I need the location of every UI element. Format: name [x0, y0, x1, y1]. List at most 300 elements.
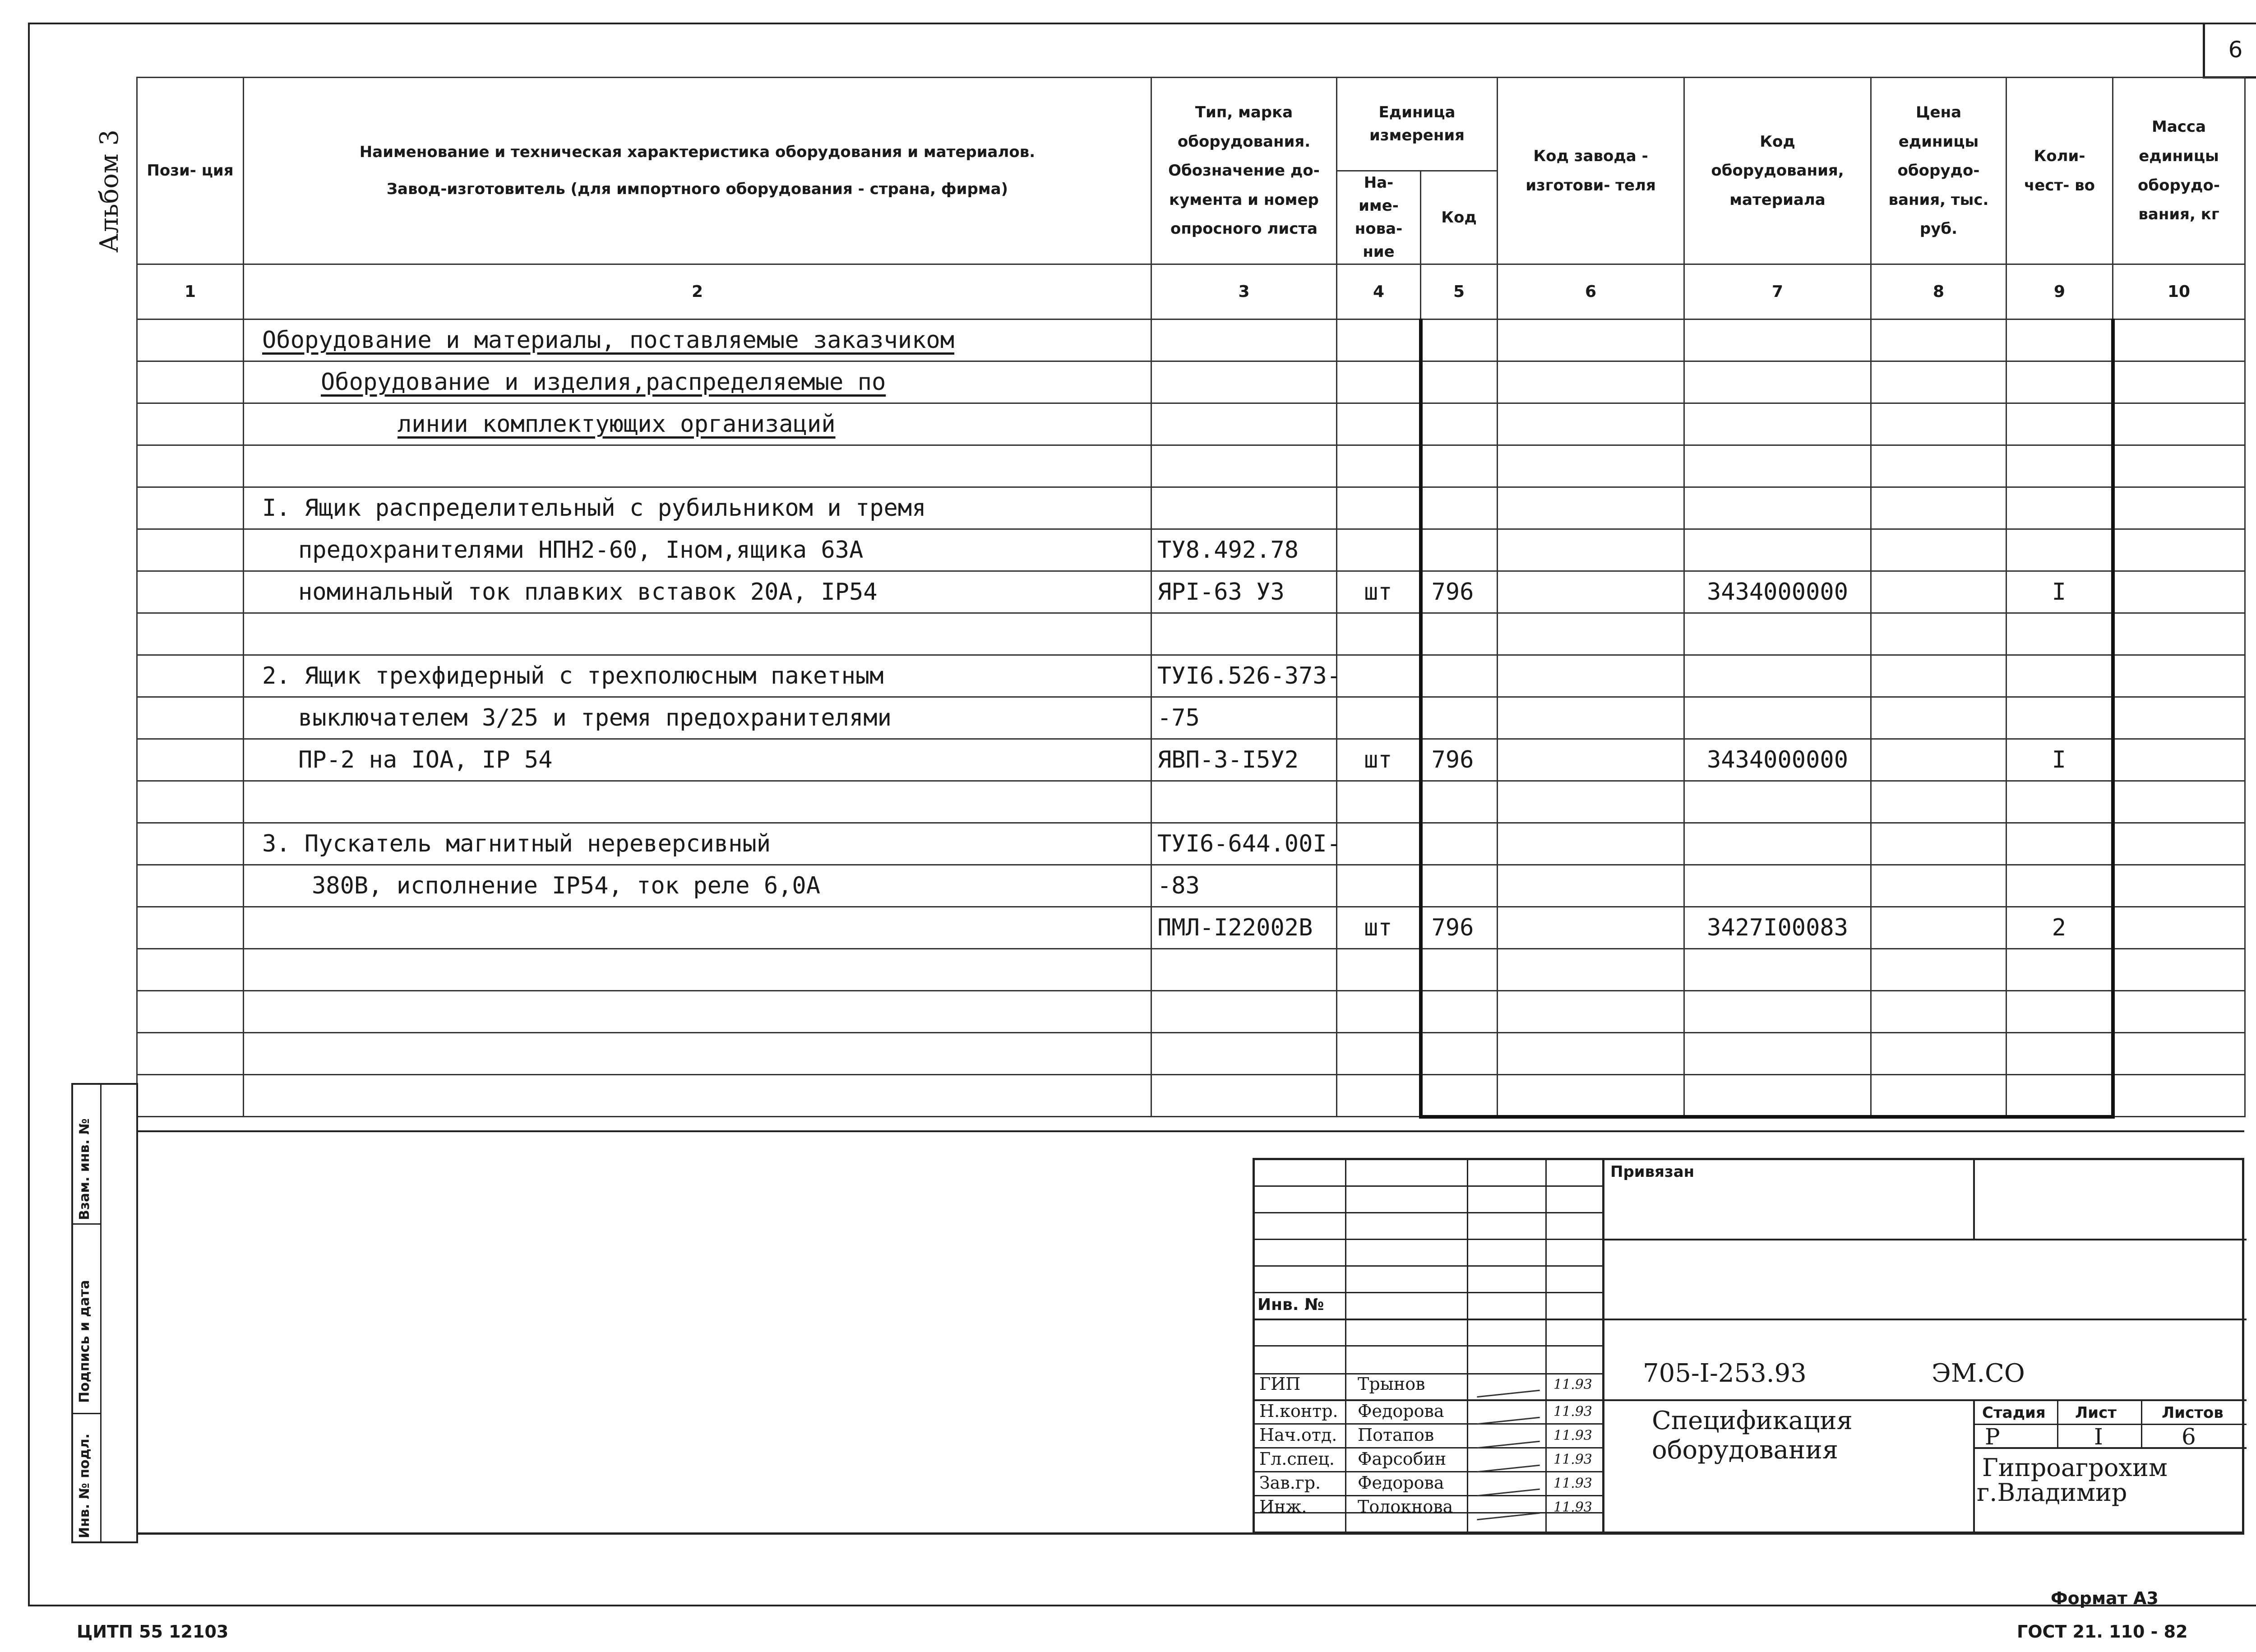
column-number: 3: [1151, 264, 1337, 319]
cell-name: [244, 445, 1151, 487]
cell-type: ЯРI-63 У3: [1151, 571, 1337, 613]
cell-qty: [2006, 1075, 2113, 1117]
cell-mass: [2113, 487, 2245, 529]
cell-mass: [2113, 529, 2245, 571]
cell-position: [137, 739, 244, 781]
staff-name: Трынов: [1358, 1374, 1425, 1394]
staff-role: Нач.отд.: [1259, 1425, 1337, 1445]
cell-plant: [1498, 403, 1684, 445]
column-number: 5: [1421, 264, 1498, 319]
cell-unit: шт: [1337, 907, 1421, 949]
organization-city: г.Владимир: [1977, 1478, 2127, 1507]
specification-table: [136, 77, 2246, 1119]
cell-mass: [2113, 1033, 2245, 1075]
column-number: 8: [1871, 264, 2006, 319]
tb-rule: [1255, 1471, 1602, 1472]
header-price: Цена единицы оборудо- вания, тыс. руб.: [1871, 78, 2006, 264]
table-row: [137, 991, 2245, 1033]
staff-name: Федорова: [1358, 1401, 1444, 1421]
cell-code: [1421, 487, 1498, 529]
cell-position: [137, 907, 244, 949]
cell-price: [1871, 739, 2006, 781]
sheet-value: I: [2094, 1424, 2103, 1450]
cell-mass: [2113, 361, 2245, 403]
cell-plant: [1498, 487, 1684, 529]
staff-date: 11.93: [1553, 1377, 1592, 1393]
section-heading: Оборудование и материалы, поставляемые заказчиком: [262, 327, 955, 354]
cell-qty: [2006, 823, 2113, 865]
cell-name: предохранителями НПН2-60, Iном,ящика 63А: [244, 529, 1151, 571]
cell-name: ПР-2 на IOA, IP 54: [244, 739, 1151, 781]
cell-unit: [1337, 445, 1421, 487]
cell-mat-code: [1684, 319, 1871, 361]
cell-plant: [1498, 361, 1684, 403]
specification-body: [137, 319, 2245, 1117]
cell-qty: I: [2006, 571, 2113, 613]
cell-position: [137, 613, 244, 655]
section-heading: линии комплектующих организаций: [398, 411, 836, 438]
column-number-row: [137, 264, 2245, 319]
cell-mat-code: [1684, 529, 1871, 571]
cell-plant: [1498, 445, 1684, 487]
cell-position: [137, 655, 244, 697]
staff-name: Фарсобин: [1358, 1449, 1447, 1469]
cell-unit: [1337, 529, 1421, 571]
cell-qty: [2006, 403, 2113, 445]
cell-type: [1151, 445, 1337, 487]
cell-mass: [2113, 613, 2245, 655]
cell-unit: шт: [1337, 739, 1421, 781]
tb-rule: [1255, 1265, 1602, 1267]
cell-name: [244, 991, 1151, 1033]
tb-rule: [2141, 1399, 2142, 1447]
staff-name: Толокнова: [1358, 1497, 1453, 1517]
signature-mark: [1475, 1423, 1540, 1448]
table-row: [137, 865, 2245, 907]
cell-position: [137, 571, 244, 613]
cell-type: -75: [1151, 697, 1337, 739]
cell-plant: [1498, 697, 1684, 739]
inv-no-label: Инв. № подл.: [77, 1433, 92, 1538]
cell-price: [1871, 907, 2006, 949]
cell-mat-code: [1684, 487, 1871, 529]
cell-position: [137, 865, 244, 907]
header-unit-group: Единица измерения: [1337, 78, 1498, 171]
table-row: [137, 907, 2245, 949]
signature-mark: [1475, 1447, 1540, 1472]
cell-price: [1871, 613, 2006, 655]
staff-role: Инж.: [1259, 1497, 1307, 1517]
cell-type: [1151, 487, 1337, 529]
privyazan-label: Привязан: [1610, 1163, 1695, 1181]
cell-code: [1421, 865, 1498, 907]
cell-price: [1871, 697, 2006, 739]
cell-type: [1151, 361, 1337, 403]
cell-code: [1421, 445, 1498, 487]
cell-plant: [1498, 823, 1684, 865]
table-bottom-rule: [136, 1130, 2244, 1132]
cell-mass: [2113, 319, 2245, 361]
table-row: [137, 949, 2245, 991]
column-number: 10: [2113, 264, 2245, 319]
cell-name: 2. Ящик трехфидерный с трехполюсным пакетным: [244, 655, 1151, 697]
cell-type: [1151, 781, 1337, 823]
cell-unit: [1337, 1033, 1421, 1075]
cell-type: ЯВП-3-I5У2: [1151, 739, 1337, 781]
cell-qty: 2: [2006, 907, 2113, 949]
cell-mat-code: [1684, 865, 1871, 907]
cell-code: [1421, 361, 1498, 403]
gost-standard: ГОСТ 21. 110 - 82: [2017, 1622, 2188, 1642]
cell-position: [137, 823, 244, 865]
cell-mat-code: [1684, 403, 1871, 445]
cell-position: [137, 529, 244, 571]
table-row: [137, 361, 2245, 403]
cell-mat-code: [1684, 613, 1871, 655]
tb-rule: [1602, 1160, 1604, 1532]
cell-mass: [2113, 571, 2245, 613]
cell-price: [1871, 571, 2006, 613]
side-stamp: [71, 1083, 138, 1543]
table-row: [137, 739, 2245, 781]
header-position: Пози- ция: [137, 78, 244, 264]
cell-name: [244, 1075, 1151, 1117]
cell-position: [137, 1075, 244, 1117]
cell-position: [137, 361, 244, 403]
cell-code: [1421, 781, 1498, 823]
cell-name: [244, 949, 1151, 991]
tb-rule: [1973, 1447, 2247, 1449]
tb-rule: [1973, 1160, 1975, 1239]
cell-plant: [1498, 991, 1684, 1033]
tb-rule: [1255, 1495, 1602, 1496]
cell-mass: [2113, 697, 2245, 739]
cell-unit: [1337, 991, 1421, 1033]
table-row: [137, 613, 2245, 655]
tb-rule: [1255, 1423, 1602, 1425]
cell-mat-code: [1684, 697, 1871, 739]
cell-price: [1871, 781, 2006, 823]
cell-code: [1421, 823, 1498, 865]
cell-price: [1871, 949, 2006, 991]
staff-date: 11.93: [1553, 1452, 1592, 1467]
cell-qty: [2006, 1033, 2113, 1075]
cell-position: [137, 403, 244, 445]
table-row: [137, 697, 2245, 739]
section-heading: Оборудование и изделия,распределяемые по: [321, 369, 886, 396]
cell-mass: [2113, 1075, 2245, 1117]
cell-price: [1871, 865, 2006, 907]
cell-code: 796: [1421, 739, 1498, 781]
tb-rule: [1973, 1424, 2247, 1425]
cell-type: ТУI6-644.00I-: [1151, 823, 1337, 865]
cell-name: [244, 907, 1151, 949]
cell-mat-code: [1684, 361, 1871, 403]
header-quantity: Коли- чест- во: [2006, 78, 2113, 264]
header-plant-code: Код завода - изготови- теля: [1498, 78, 1684, 264]
table-row: [137, 487, 2245, 529]
header-name: [244, 78, 1151, 264]
signature-mark: [1475, 1471, 1540, 1496]
sign-date-label: Подпись и дата: [77, 1280, 92, 1403]
cell-qty: [2006, 613, 2113, 655]
cell-mat-code: [1684, 1033, 1871, 1075]
cell-name: номинальный ток плавких вставок 20А, IP54: [244, 571, 1151, 613]
column-number: 7: [1684, 264, 1871, 319]
cell-code: 796: [1421, 907, 1498, 949]
cell-name: 380В, исполнение IP54, ток реле 6,0А: [244, 865, 1151, 907]
cell-code: [1421, 949, 1498, 991]
table-row: [137, 403, 2245, 445]
staff-name: Потапов: [1358, 1425, 1434, 1445]
cell-code: [1421, 529, 1498, 571]
cell-unit: [1337, 361, 1421, 403]
cell-mat-code: [1684, 949, 1871, 991]
table-row: [137, 571, 2245, 613]
cell-qty: [2006, 697, 2113, 739]
column-number: 1: [137, 264, 244, 319]
cell-name: I. Ящик распределительный с рубильником и тремя: [244, 487, 1151, 529]
tb-rule: [1255, 1185, 1602, 1187]
cell-mass: [2113, 739, 2245, 781]
cell-plant: [1498, 1033, 1684, 1075]
organization-name: Гипроагрохим: [1982, 1453, 2168, 1482]
tb-rule: [1602, 1239, 2247, 1240]
cell-mat-code: [1684, 655, 1871, 697]
cell-qty: I: [2006, 739, 2113, 781]
column-number: 4: [1337, 264, 1421, 319]
cell-qty: [2006, 319, 2113, 361]
staff-date: 11.93: [1553, 1476, 1592, 1491]
tb-rule: [1255, 1447, 1602, 1448]
catalog-code: ЦИТП 55 12103: [77, 1622, 229, 1642]
document-title-line2: оборудования: [1652, 1435, 1839, 1465]
cell-mass: [2113, 907, 2245, 949]
cell-name: [244, 1033, 1151, 1075]
cell-type: ПМЛ-I22002В: [1151, 907, 1337, 949]
cell-name: [244, 361, 1151, 403]
sheets-value: 6: [2182, 1424, 2196, 1450]
cell-unit: [1337, 781, 1421, 823]
cell-qty: [2006, 361, 2113, 403]
column-number: 2: [244, 264, 1151, 319]
cell-position: [137, 487, 244, 529]
cell-mat-code: [1684, 445, 1871, 487]
cell-code: [1421, 319, 1498, 361]
cell-position: [137, 697, 244, 739]
cell-plant: [1498, 907, 1684, 949]
cell-name: [244, 613, 1151, 655]
staff-date: 11.93: [1553, 1428, 1592, 1444]
cell-plant: [1498, 865, 1684, 907]
cell-type: -83: [1151, 865, 1337, 907]
cell-mass: [2113, 781, 2245, 823]
cell-type: [1151, 613, 1337, 655]
tb-rule: [1255, 1292, 1602, 1293]
cell-unit: [1337, 319, 1421, 361]
header-mass: Масса единицы оборудо- вания, кг: [2113, 78, 2245, 264]
cell-position: [137, 445, 244, 487]
cell-unit: шт: [1337, 571, 1421, 613]
cell-name: 3. Пускатель магнитный нереверсивный: [244, 823, 1151, 865]
header-unit-name: На- име- нова- ние: [1337, 171, 1421, 264]
cell-unit: [1337, 655, 1421, 697]
signature-mark: [1475, 1399, 1540, 1425]
cell-price: [1871, 445, 2006, 487]
cell-code: [1421, 655, 1498, 697]
cell-plant: [1498, 781, 1684, 823]
tb-rule: [1973, 1399, 1975, 1534]
cell-mat-code: 3427I00083: [1684, 907, 1871, 949]
vzam-inv-label: Взам. инв. №: [77, 1118, 92, 1220]
tb-rule: [1255, 1345, 1602, 1347]
cell-unit: [1337, 697, 1421, 739]
sheet-number: 6: [2203, 23, 2256, 79]
cell-type: [1151, 949, 1337, 991]
document-suffix: ЭМ.СО: [1932, 1359, 2025, 1388]
cell-price: [1871, 361, 2006, 403]
cell-plant: [1498, 319, 1684, 361]
table-row: [137, 1075, 2245, 1117]
cell-unit: [1337, 1075, 1421, 1117]
staff-role: Зав.гр.: [1259, 1473, 1321, 1493]
column-number: 9: [2006, 264, 2113, 319]
cell-mat-code: [1684, 991, 1871, 1033]
staff-date: 11.93: [1553, 1404, 1592, 1420]
cell-plant: [1498, 739, 1684, 781]
side-stamp-cell: [73, 1225, 100, 1414]
cell-mass: [2113, 991, 2245, 1033]
cell-type: [1151, 1033, 1337, 1075]
cell-code: [1421, 613, 1498, 655]
header-name-line1: Наименование и техническая характеристика оборудования и материалов.: [359, 143, 1036, 161]
table-row: [137, 781, 2245, 823]
cell-position: [137, 319, 244, 361]
cell-qty: [2006, 865, 2113, 907]
cell-name: выключателем 3/25 и тремя предохранителями: [244, 697, 1151, 739]
table-row: [137, 529, 2245, 571]
side-stamp-cell: [73, 1085, 100, 1225]
cell-mat-code: [1684, 781, 1871, 823]
format-label: Формат А3: [2051, 1588, 2159, 1608]
cell-qty: [2006, 445, 2113, 487]
cell-unit: [1337, 487, 1421, 529]
cell-code: [1421, 403, 1498, 445]
cell-type: [1151, 1075, 1337, 1117]
album-label: Альбом 3: [95, 130, 124, 253]
cell-type: ТУI6.526-373-: [1151, 655, 1337, 697]
cell-price: [1871, 487, 2006, 529]
cell-unit: [1337, 865, 1421, 907]
cell-qty: [2006, 991, 2113, 1033]
tb-rule: [1255, 1212, 1602, 1213]
cell-name: [244, 781, 1151, 823]
cell-qty: [2006, 487, 2113, 529]
cell-mat-code: 3434000000: [1684, 571, 1871, 613]
header-name-line2: Завод-изготовитель (для импортного оборудования - страна, фирма): [386, 180, 1008, 198]
document-code: 705-I-253.93: [1643, 1359, 1807, 1388]
cell-mass: [2113, 823, 2245, 865]
cell-price: [1871, 403, 2006, 445]
cell-mass: [2113, 445, 2245, 487]
cell-qty: [2006, 655, 2113, 697]
sheet-label: Лист: [2075, 1404, 2117, 1422]
cell-mass: [2113, 949, 2245, 991]
header-material-code: Код оборудования, материала: [1684, 78, 1871, 264]
cell-code: 796: [1421, 571, 1498, 613]
cell-price: [1871, 1033, 2006, 1075]
side-stamp-cell: [73, 1414, 100, 1545]
table-row: [137, 1033, 2245, 1075]
cell-price: [1871, 655, 2006, 697]
table-row: [137, 823, 2245, 865]
cell-name: [244, 319, 1151, 361]
cell-type: [1151, 319, 1337, 361]
cell-code: [1421, 1075, 1498, 1117]
inv-no-label: Инв. №: [1257, 1296, 1324, 1314]
stage-label: Стадия: [1982, 1404, 2046, 1422]
cell-unit: [1337, 949, 1421, 991]
cell-plant: [1498, 1075, 1684, 1117]
cell-price: [1871, 823, 2006, 865]
cell-position: [137, 781, 244, 823]
signature-mark: [1475, 1495, 1540, 1520]
cell-mass: [2113, 655, 2245, 697]
sheets-label: Листов: [2162, 1404, 2224, 1422]
cell-mat-code: 3434000000: [1684, 739, 1871, 781]
cell-type: [1151, 403, 1337, 445]
signature-mark: [1475, 1372, 1540, 1397]
cell-code: [1421, 991, 1498, 1033]
tb-rule: [1255, 1319, 2247, 1320]
cell-mass: [2113, 403, 2245, 445]
staff-date: 11.93: [1553, 1499, 1592, 1515]
stage-value: Р: [1985, 1424, 2000, 1450]
cell-mat-code: [1684, 823, 1871, 865]
title-block: [1253, 1158, 2244, 1534]
cell-code: [1421, 697, 1498, 739]
staff-role: ГИП: [1259, 1374, 1301, 1394]
cell-qty: [2006, 949, 2113, 991]
cell-plant: [1498, 571, 1684, 613]
cell-name: [244, 403, 1151, 445]
header-type: Тип, марка оборудования. Обозначение до- кумента и номер опросного листа: [1151, 78, 1337, 264]
cell-type: [1151, 991, 1337, 1033]
cell-price: [1871, 319, 2006, 361]
cell-plant: [1498, 655, 1684, 697]
table-row: [137, 445, 2245, 487]
cell-qty: [2006, 781, 2113, 823]
staff-role: Гл.спец.: [1259, 1449, 1335, 1469]
staff-role: Н.контр.: [1259, 1401, 1338, 1421]
cell-unit: [1337, 613, 1421, 655]
cell-plant: [1498, 613, 1684, 655]
cell-plant: [1498, 949, 1684, 991]
cell-qty: [2006, 529, 2113, 571]
table-row: [137, 319, 2245, 361]
cell-mass: [2113, 865, 2245, 907]
cell-mat-code: [1684, 1075, 1871, 1117]
cell-code: [1421, 1033, 1498, 1075]
document-title-line1: Спецификация: [1652, 1406, 1853, 1435]
cell-position: [137, 991, 244, 1033]
cell-price: [1871, 991, 2006, 1033]
cell-price: [1871, 529, 2006, 571]
cell-unit: [1337, 823, 1421, 865]
cell-price: [1871, 1075, 2006, 1117]
cell-type: ТУ8.492.78: [1151, 529, 1337, 571]
tb-rule: [1255, 1239, 1602, 1240]
